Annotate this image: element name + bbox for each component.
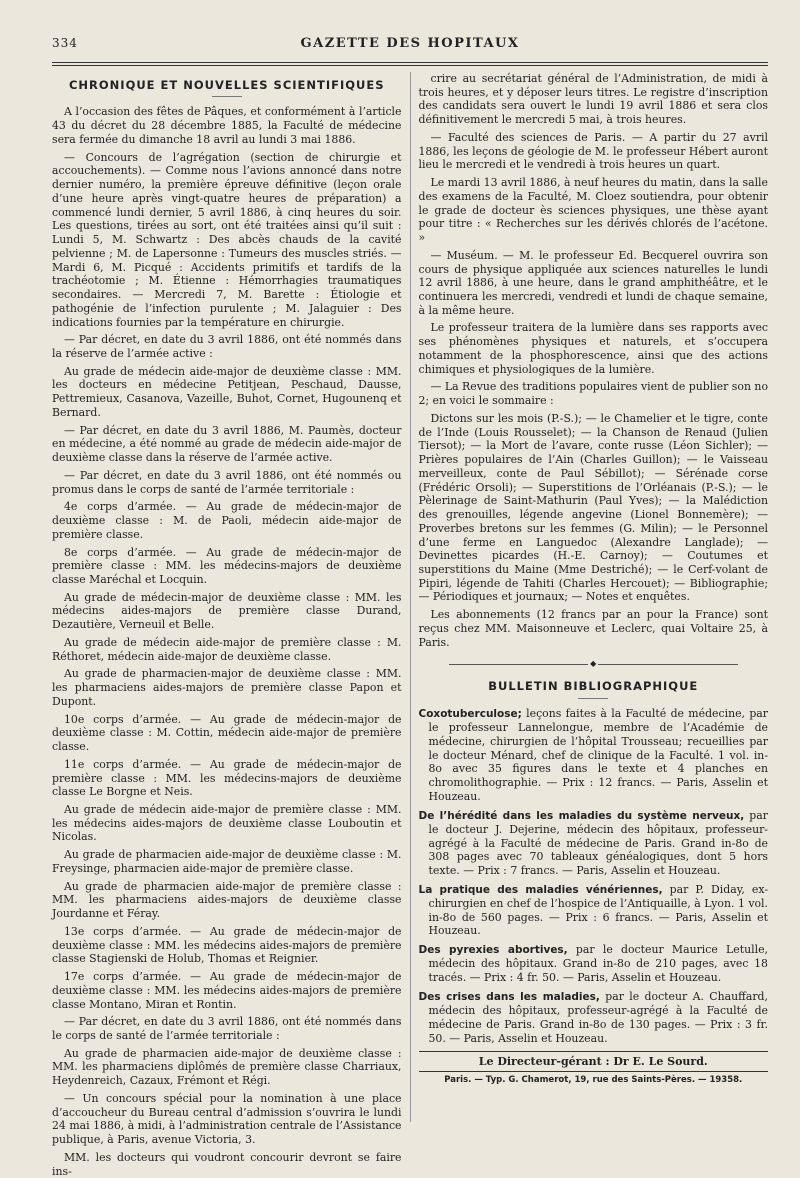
left-paragraphs [52, 105, 402, 1178]
biblio-title: BULLETIN BIBLIOGRAPHIQUE [488, 679, 699, 694]
paragraph: 10e corps d’armée. — Au grade de médecin-major de deuxième classe : M. Cottin, médecin aide-major de première classe. [52, 712, 402, 754]
biblio-entry-title: De l’hérédité dans les maladies du système nerveux, [418, 809, 745, 822]
biblio-entry-title: Des crises dans les maladies, [418, 990, 600, 1003]
newspaper-page [52, 36, 768, 1178]
biblio-entry [419, 990, 769, 1045]
paragraph: 4e corps d’armée. — Au grade de médecin-major de deuxième classe : M. de Paoli, médecin aide-major de première classe. [52, 500, 402, 541]
biblio-entry-text: par le docteur A. Chauffard, médecin des hôpitaux, professeur-agrégé à la Faculté de médecine de Paris. Grand in-8o de 130 pages. — Prix : 3 fr. 50. — Paris, Asselin et Houzeau. [428, 989, 768, 1045]
biblio-entry [419, 809, 769, 878]
paragraph: — Concours de l’agrégation (section de chirurgie et accouchements). — Comme nous l’avions annoncé dans notre dernier numéro, la première épreuve définitive (leçon orale d’une heure après vingt-quatre heures de préparation) a commencé lundi dernier, 5 avril 1886, à cinq heures du soir. Les questions, tirées au sort, ont été traitées ainsi qu’il suit : Lundi 5, M. Schwartz : Des abcès chauds de la cavité pelvienne ; M. de Lapersonne : Tumeurs des muscles striés. — Mardi 6, M. Picqué : Accidents primitifs et tardifs de la trachéotomie ; M. Étienne : Hémorrhagies traumatiques secondaires. — Mercredi 7, M. Barette : Étiologie et pathogénie de l’infection purulente ; M. Jalaguier : Des indications fournies par la température en chirurgie. [52, 150, 402, 329]
paragraph: Le professeur traitera de la lumière dans ses rapports avec ses phénomènes physiques et naturels, et s’occupera notamment de la phosphorescence, ainsi que des actions chimiques et physiologiques de la lumière. [418, 321, 768, 376]
biblio-entry-title: Des pyrexies abortives, [418, 944, 568, 957]
paragraph: — Par décret, en date du 3 avril 1886, ont été nommés dans la réserve de l’armée active : [52, 333, 402, 360]
biblio-entry [419, 883, 769, 938]
biblio-ornament [578, 698, 608, 699]
biblio-entry-title: Coxotuberculose; [418, 707, 522, 720]
header-rule [52, 62, 768, 63]
paragraph: Au grade de médecin-major de deuxième classe : MM. les médecins aides-majors de première classe Durand, Dezautière, Verneuil et Belle. [52, 590, 402, 632]
paragraph: Le mardi 13 avril 1886, à neuf heures du matin, dans la salle des examens de la Faculté, M. Cloez soutiendra, pour obtenir le grade de docteur ès sciences physiques, une thèse ayant pour titre : « Recherches sur les dérivés chlorés de l’acétone. » [418, 176, 768, 245]
paragraph: Au grade de médecin aide-major de première classe : MM. les médecins aides-majors de deuxième classe Louboutin et Nicolas. [52, 803, 402, 844]
paragraph: — Par décret, en date du 3 avril 1886, ont été nommés ou promus dans le corps de santé de l’armée territoriale : [52, 468, 402, 496]
biblio-entry-text: par le docteur J. Dejerine, médecin des hôpitaux, professeur-agrégé à la Faculté de médecine de Paris. Grand in-8o de 308 pages avec 70 tableaux généalogiques, dont 5 hors texte. — Prix : 7 francs. — Paris, Asselin et Houzeau. [428, 808, 768, 877]
paragraph: — Faculté des sciences de Paris. — A partir du 27 avril 1886, les leçons de géologie de M. le professeur Hébert auront lieu le mercredi et le vendredi à trois heures un quart. [418, 130, 768, 172]
paragraph: — Un concours spécial pour la nomination à une place d’accoucheur du Bureau central d’admission s’ouvrira le lundi 24 mai 1886, à midi, à l’administration centrale de l’Assistance publique, à Paris, avenue Victoria, 3. [52, 1091, 402, 1147]
journal-title: GAZETTE DES HOPITAUX [300, 36, 520, 51]
biblio-entry [419, 943, 769, 985]
paragraph: 17e corps d’armée. — Au grade de médecin-major de deuxième classe : MM. les médecins aides-majors de première classe Montano, Miran et Rontin. [52, 970, 402, 1011]
paragraph: Au grade de pharmacien-major de deuxième classe : MM. les pharmaciens aides-majors de première classe Papon et Dupont. [52, 667, 402, 708]
separator-ornament: ◆ [449, 659, 739, 669]
paragraph: Au grade de pharmacien aide-major de deuxième classe : MM. les pharmaciens diplômés de première classe Charriaux, Heydenreich, Cazaux, Frémont et Régi. [52, 1046, 402, 1088]
paragraph: 11e corps d’armée. — Au grade de médecin-major de première classe : MM. les médecins-majors de deuxième classe Le Borgne et Neis. [52, 757, 402, 799]
biblio-entry [419, 707, 769, 804]
paragraph: A l’occasion des fêtes de Pâques, et conformément à l’article 43 du décret du 28 décembre 1885, la Faculté de médecine sera fermée du dimanche 18 avril au lundi 3 mai 1886. [52, 105, 402, 146]
bibliography-list [419, 707, 769, 1045]
paragraph: — Par décret, en date du 3 avril 1886, M. Paumès, docteur en médecine, a été nommé au grade de médecin aide-major de deuxième classe dans la réserve de l’armée active. [52, 423, 402, 465]
paragraph: Au grade de médecin aide-major de première classe : M. Réthoret, médecin aide-major de deuxième classe. [52, 635, 402, 663]
footer-rule [419, 1051, 769, 1052]
paragraph: MM. les docteurs qui voudront concourir devront se faire ins- [52, 1150, 402, 1178]
biblio-entry-text: par le docteur Maurice Letulle, médecin des hôpitaux. Grand in-8o de 210 pages, avec 18 tracés. — Prix : 4 fr. 50. — Paris, Asselin et Houzeau. [428, 943, 768, 985]
page-number: 334 [52, 36, 78, 50]
section-title: CHRONIQUE ET NOUVELLES SCIENTIFIQUES [68, 78, 385, 92]
footer-rule-2 [419, 1071, 769, 1072]
page-header [52, 36, 768, 58]
header-rule-thin [52, 65, 768, 66]
paragraph: crire au secrétariat général de l’Administration, de midi à trois heures, et y déposer leurs titres. Le registre d’inscription des candidats sera ouvert le lundi 19 avril 1886 et sera clos définitivement le mercredi 5 mai, à trois heures. [418, 72, 768, 127]
biblio-entry-title: La pratique des maladies vénériennes, [418, 883, 663, 896]
paragraph: — Muséum. — M. le professeur Ed. Becquerel ouvrira son cours de physique appliquée aux sciences naturelles le lundi 12 avril 1886, à une heure, dans le grand amphithéâtre, et le continuera les mercredi, vendredi et lundi de chaque semaine, à la même heure. [418, 248, 768, 317]
paragraph: — Par décret, en date du 3 avril 1886, ont été nommés dans le corps de santé de l’armée territoriale : [52, 1015, 402, 1043]
imprint-line: Paris. — Typ. G. Chamerot, 19, rue des Saints-Pères. — 19358. [444, 1075, 743, 1086]
paragraph: 8e corps d’armée. — Au grade de médecin-major de première classe : MM. les médecins-majors de deuxième classe Maréchal et Locquin. [52, 545, 402, 586]
right-paragraphs [419, 72, 769, 649]
paragraph: Au grade de médecin aide-major de deuxième classe : MM. les docteurs en médecine Petitjean, Peschaud, Dausse, Pettremieux, Casanova, Vazeille, Buhot, Cornet, Hugounenq et Bernard. [52, 364, 402, 419]
paragraph: 13e corps d’armée. — Au grade de médecin-major de deuxième classe : MM. les médecins aides-majors de première classe Stagienski de Holub, Thomas et Reignier. [52, 924, 402, 966]
title-ornament [212, 96, 242, 97]
paragraph: Au grade de pharmacien aide-major de deuxième classe : M. Freysinge, pharmacien aide-major de première classe. [52, 848, 402, 875]
paragraph: Les abonnements (12 francs par an pour la France) sont reçus chez MM. Maisonneuve et Leclerc, quai Voltaire 25, à Paris. [418, 608, 768, 649]
paragraph: — La Revue des traditions populaires vient de publier son no 2; en voici le sommaire : [418, 380, 768, 408]
right-column [410, 72, 769, 1122]
biblio-entry-text: leçons faites à la Faculté de médecine, par le professeur Lannelongue, membre de l’Académie de médecine, chirurgien de l’hôpital Trousseau; recueillies par le docteur Ménard, chef de clinique de la Faculté. 1 vol. in-8o avec 35 figures dans le texte et 4 planches en chromolithographie. — Prix : 12 francs. — Paris, Asselin et Houzeau. [428, 706, 768, 803]
gerant-line: Le Directeur-gérant : Dr E. Le Sourd. [478, 1055, 708, 1069]
biblio-entry-text: par P. Diday, ex-chirurgien en chef de l’hospice de l’Antiquaille, à Lyon. 1 vol. in-8o de 560 pages. — Prix : 6 francs. — Paris, Asselin et Houzeau. [428, 882, 768, 938]
left-column [52, 72, 410, 1178]
paragraph: Dictons sur les mois (P.-S.); — le Chamelier et le tigre, conte de l’Inde (Louis Rousselet); — la Chanson de Renaud (Julien Tiersot); — la Mort de l’avare, conte russe (Léon Sichler); — Prières populaires de l’Ain (Charles Guillon); — le Vaisseau merveilleux, conte de Paul Sébillot); — Sérénade corse (Frédéric Orsoli); — Superstitions de l’Orléanais (P.-S.); — le Pèlerinage de Saint-Mathurin (Paul Yves); — la Malédiction des grenouilles, légende angevine (Lionel Bonnemère); — Proverbes bretons sur les femmes (G. Milin); — le Personnel d’une ferme en Languedoc (Alexandre Langlade); — Devinettes picardes (H.-E. Carnoy); — Coutumes et superstitions du Maine (Mme Destriché); — le Cerf-volant de Pipiri, légende de Tahiti (Charles Hercouet); — Bibliographie; — Périodiques et journaux; — Notes et enquêtes. [418, 411, 768, 604]
paragraph: Au grade de pharmacien aide-major de première classe : MM. les pharmaciens aides-majors de deuxième classe Jourdanne et Féray. [52, 879, 402, 921]
columns [52, 72, 768, 1178]
